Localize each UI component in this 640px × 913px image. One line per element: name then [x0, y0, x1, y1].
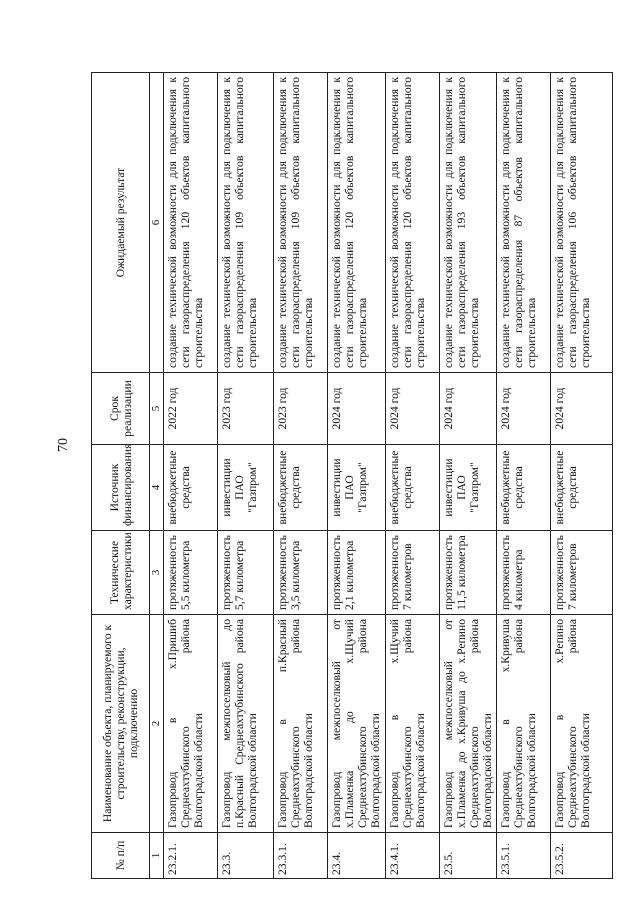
row-number: 23.5.	[440, 833, 497, 879]
implementation-term: 2024 год	[550, 373, 612, 445]
object-name: Газопровод в х.Кривуша Среднеахтубинского района Волгоградской области	[496, 615, 550, 833]
tech-specs: протяженность 4 километра	[496, 531, 550, 615]
table-row	[496, 73, 550, 879]
row-number: 23.2.1.	[164, 833, 218, 879]
object-name: Газопровод межпоселковый до п.Красный Среднеахтубинского района Волгоградской области	[218, 615, 274, 833]
expected-result: создание технической возможности для подключения к сети газораспределения 120 объектов капитального строительства	[328, 73, 386, 373]
header-tech: Технические характеристики	[92, 531, 150, 615]
expected-result: создание технической возможности для подключения к сети газораспределения 120 объектов капитального строительства	[164, 73, 218, 373]
expected-result: создание технической возможности для подключения к сети газораспределения 193 объектов капитального строительства	[440, 73, 497, 373]
financing-source: внебюджетные средства	[164, 445, 218, 531]
object-name: Газопровод межпоселковый от х.Пламенка до х.Щучий Среднеахтубинского района Волгоградской области	[328, 615, 386, 833]
tech-specs: протяженность 3,5 километра	[274, 531, 328, 615]
implementation-term: 2024 год	[386, 373, 440, 445]
row-number: 23.3.1.	[274, 833, 328, 879]
table-row	[386, 73, 440, 879]
header-result: Ожидаемый результат	[92, 73, 150, 373]
implementation-term: 2022 год	[164, 373, 218, 445]
header-num: № п/п	[92, 833, 150, 879]
financing-source: инвестиции ПАО "Газпром"	[440, 445, 497, 531]
page-number: 70	[56, 438, 71, 452]
table-row	[550, 73, 612, 879]
object-name: Газопровод в х.Щучий Среднеахтубинского района Волгоградской области	[386, 615, 440, 833]
table-row	[164, 73, 218, 879]
financing-source: внебюджетные средства	[274, 445, 328, 531]
column-number: 2	[150, 615, 164, 833]
expected-result: создание технической возможности для подключения к сети газораспределения 87 объектов капитального строительства	[496, 73, 550, 373]
implementation-term: 2024 год	[328, 373, 386, 445]
expected-result: создание технической возможности для подключения к сети газораспределения 109 объектов капитального строительства	[274, 73, 328, 373]
row-number: 23.5.2.	[550, 833, 612, 879]
implementation-term: 2024 год	[440, 373, 497, 445]
expected-result: создание технической возможности для подключения к сети газораспределения 106 объектов капитального строительства	[550, 73, 612, 373]
table-row	[328, 73, 386, 879]
column-number: 6	[150, 73, 164, 373]
financing-source: инвестиции ПАО "Газпром"	[218, 445, 274, 531]
tech-specs: протяженность 7 километров	[550, 531, 612, 615]
implementation-term: 2024 год	[496, 373, 550, 445]
financing-source: внебюджетные средства	[550, 445, 612, 531]
header-row	[92, 73, 150, 879]
row-number: 23.5.1.	[496, 833, 550, 879]
column-number: 5	[150, 373, 164, 445]
column-number: 4	[150, 445, 164, 531]
object-name: Газопровод в п.Красный Среднеахтубинского района Волгоградской области	[274, 615, 328, 833]
tech-specs: протяженность 2,1 километра	[328, 531, 386, 615]
tech-specs: протяженность 11,5 километра	[440, 531, 497, 615]
row-number: 23.4.	[328, 833, 386, 879]
column-number: 3	[150, 531, 164, 615]
table-row	[274, 73, 328, 879]
object-name: Газопровод в х.Репино Среднеахтубинского района Волгоградской области	[550, 615, 612, 833]
object-name: Газопровод в х.Пришиб Среднеахтубинского района Волгоградской области	[164, 615, 218, 833]
header-financing: Источник финансирования	[92, 445, 150, 531]
row-number: 23.4.1.	[386, 833, 440, 879]
financing-source: инвестиции ПАО "Газпром"	[328, 445, 386, 531]
table-row	[218, 73, 274, 879]
table-row	[440, 73, 497, 879]
implementation-term: 2023 год	[274, 373, 328, 445]
header-term: Срок реализации	[92, 373, 150, 445]
row-number: 23.3.	[218, 833, 274, 879]
tech-specs: протяженность 7 километров	[386, 531, 440, 615]
object-name: Газопровод межпоселковый от х.Пламенка до х.Кривуша до х.Репино Среднеахтубинского района Волгоградской области	[440, 615, 497, 833]
column-number: 1	[150, 833, 164, 879]
tech-specs: протяженность 5,7 километра	[218, 531, 274, 615]
expected-result: создание технической возможности для подключения к сети газораспределения 120 объектов капитального строительства	[386, 73, 440, 373]
implementation-term: 2023 год	[218, 373, 274, 445]
financing-source: внебюджетные средства	[496, 445, 550, 531]
column-numbers-row	[150, 73, 164, 879]
financing-source: внебюджетные средства	[386, 445, 440, 531]
projects-table	[91, 72, 613, 879]
expected-result: создание технической возможности для подключения к сети газораспределения 109 объектов капитального строительства	[218, 73, 274, 373]
header-name: Наименование объекта, планируемого к строительству, реконструкции, подключению	[92, 615, 150, 833]
tech-specs: протяженность 5,5 километра	[164, 531, 218, 615]
